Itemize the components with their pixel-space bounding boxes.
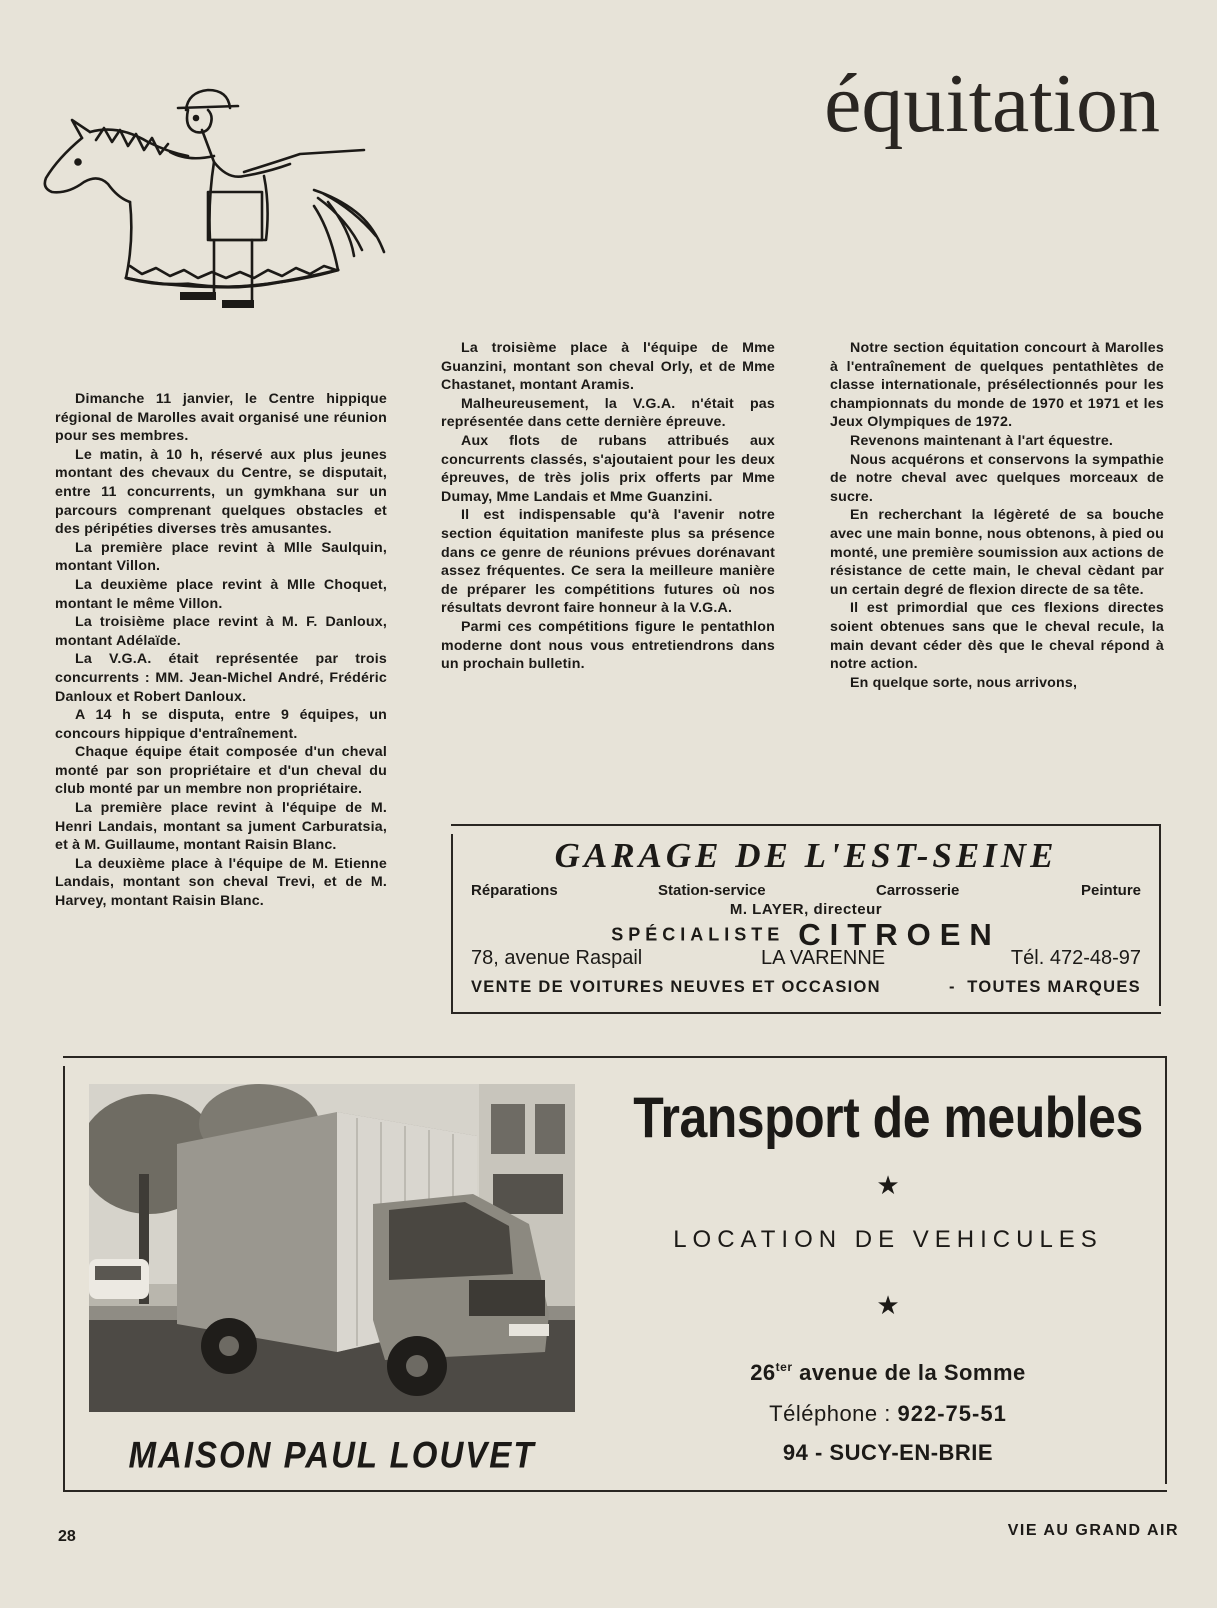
paragraph: En recherchant la légèreté de sa bouche avec une main bonne, nous obtenons, à pied ou monté, une première soumission aux actions de résistance de cette main, le cheval cèdant par un certain degré de flexion directe de sa tête. [830,507,1164,598]
paragraph: Dimanche 11 janvier, le Centre hippique régional de Marolles avait organisé une réunion pour ses membres. [55,391,387,445]
brand-name: CITROEN [798,917,1001,952]
garage-address-row [471,947,1141,971]
street-suffix: ter [775,1360,793,1374]
paragraph: La troisième place revint à M. F. Danloux, montant Adélaïde. [55,614,387,649]
magazine-name: VIE AU GRAND AIR [1007,1522,1179,1539]
vehicle-rental: LOCATION DE VEHICULES [673,1226,1103,1253]
paragraph: Parmi ces compétitions figure le pentathlon moderne dont nous vous entretiendrons dans un prochain bulletin. [441,618,775,673]
transport-address [623,1360,1153,1386]
street-number: 26 [750,1360,776,1385]
service-station: Station-service [658,882,766,899]
page-number: 28 [58,1528,76,1545]
transport-city: 94 - SUCY-EN-BRIE [782,1440,994,1465]
paragraph: Aux flots de rubans attribués aux concurrents classés, s'ajoutaient pour les deux épreuves, de très jolis prix offerts par Mme Dumay, Mme Landais et Mme Guanzini. [441,432,775,505]
transport-title: Transport de meubles [633,1085,1143,1150]
transport-details [623,1058,1153,1490]
horse-rider-drawing [38,80,390,320]
article-column-1 [55,390,387,911]
paragraph: La deuxième place revint à Mlle Choquet, montant le même Villon. [55,576,387,612]
service-bodywork: Carrosserie [876,882,960,899]
paragraph: La V.G.A. était représentée par trois concurrents : MM. Jean-Michel André, Frédéric Danloux et Robert Danloux. [55,651,387,705]
paragraph: Le matin, à 10 h, réservé aux plus jeunes montant des chevaux du Centre, se disputait, entre 11 concurrents, un gymkhana sur un parcours comprenant quelques obstacles et des péripéties diverses très amusantes. [55,446,387,538]
garage-sale-row [471,978,1141,1000]
paragraph: Notre section équitation concourt à Marolles à l'entraînement de quelques pentathlètes de classe internationale, présélectionnés pour les championnats du monde de 1970 et 1971 et les Jeux Olympiques de 1972. [830,340,1164,431]
star-icon: ★ [876,1290,900,1320]
sale-text: VENTE DE VOITURES NEUVES ET OCCASION [471,978,881,996]
paragraph: En quelque sorte, nous arrivons, [850,674,1078,691]
moving-truck-photo [89,1084,575,1412]
border-line [63,1066,65,1490]
company-name: MAISON PAUL LOUVET [128,1433,536,1476]
star-icon: ★ [876,1170,900,1200]
border-line [1165,1058,1167,1484]
phone-number: 922-75-51 [897,1401,1007,1426]
paragraph: La troisième place à l'équipe de Mme Guanzini, montant son cheval Orly, et de Mme Chastanet, montant Aramis. [441,340,775,394]
paragraph: Il est indispensable qu'à l'avenir notre section équitation manifeste plus sa présence dans ce genre de réunions prévues dorénavant assez fréquentes. Ce sera la meilleure manière de préparer les compétitions futures où nos résultats devront faire honneur à la V.G.A. [441,507,775,617]
transport-phone [623,1401,1153,1427]
phone-label: Téléphone : [769,1401,891,1426]
paragraph: Nous acquérons et conservons la sympathie de notre cheval avec quelques morceaux de sucre. [830,451,1164,505]
article-column-2 [441,339,775,674]
street-name: avenue de la Somme [799,1360,1026,1385]
specialist-label: SPÉCIALISTE [611,924,785,945]
service-repairs: Réparations [471,882,558,899]
paragraph: La première place revint à l'équipe de M. Henri Landais, montant sa jument Carburatsia, et à M. Guillaume, montant Raisin Blanc. [55,800,387,854]
paragraph: Chaque équipe était composée d'un cheval monté par son propriétaire et d'un cheval du club monté par un membre non propriétaire. [55,744,387,798]
sale-brands: TOUTES MARQUES [967,978,1141,996]
paragraph: La première place revint à Mlle Saulquin, montant Villon. [55,539,387,575]
transport-advertisement [63,1056,1167,1492]
paragraph: Il est primordial que ces flexions directes soient obtenues sans que le cheval recule, la main devant céder dès que le cheval répond à notre action. [830,600,1164,673]
garage-advertisement [451,824,1161,1014]
paragraph: Malheureusement, la V.G.A. n'était pas représentée dans cette dernière épreuve. [441,395,775,431]
service-paint: Peinture [1080,882,1141,899]
article-column-3 [830,339,1164,692]
garage-address: 78, avenue Raspail [471,947,643,969]
garage-services [471,882,1141,902]
paragraph: A 14 h se disputa, entre 9 équipes, un concours hippique d'entraînement. [55,707,387,742]
garage-phone: Tél. 472-48-97 [1010,947,1141,969]
section-title: équitation [824,57,1160,150]
sale-separator: - [949,978,956,996]
paragraph: Revenons maintenant à l'art équestre. [850,432,1114,449]
garage-town: LA VARENNE [761,947,886,969]
paragraph: La deuxième place à l'équipe de M. Etienne Landais, montant son cheval Trevi, et de M. Harvey, montant Raisin Blanc. [55,855,387,910]
garage-director: M. LAYER, directeur [729,901,883,918]
garage-name: GARAGE DE L'EST-SEINE [554,836,1058,875]
